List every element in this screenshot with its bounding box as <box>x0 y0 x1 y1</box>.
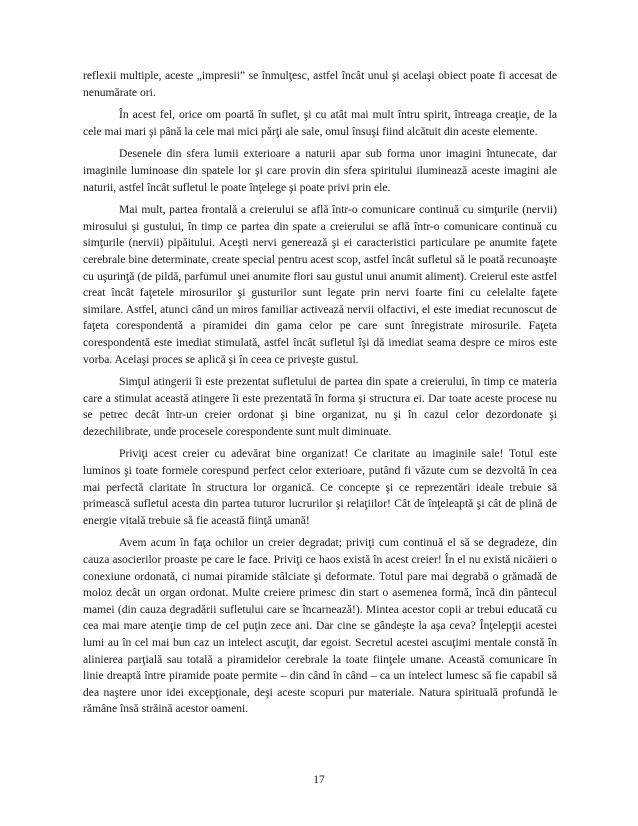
body-text <box>83 68 557 724</box>
paragraph: Desenele din sfera lumii exterioare a naturii apar sub forma unor imagini întunecate, dar imaginile luminoase din spatele lor şi care provin din sfera spiritului iluminează aceste imagini ale naturii, astfel încât sufletul le poate înţelege şi poate privi prin ele. <box>83 147 557 194</box>
paragraph: Avem acum în faţa ochilor un creier degradat; priviţi cum continuă el să se degradeze, din cauza asocierilor proaste pe care le face. Priviţi ce haos există în acest creier! În el nu există nicăieri o conexiune ordonată, ci numai piramide stâlciate şi deformate. Totul pare mai degrabă o grămadă de moloz decât un organ ordonat. Multe creiere primesc din start o asemenea formă, încă din pântecul mamei (din cauza degradării sufletului care se încarnează!). Mintea acestor copii ar trebui educată cu cea mai mare atenţie timp de cel puţin zece ani. Dar cine se gândeşte la aşa ceva? Înţelepţii acestei lumi au în cel mai bun caz un intelect ascuţit, dar egoist. Secretul acestei ascuţimi mentale constă în alinierea parţială sau totală a piramidelor cerebrale la toate fiinţele umane. Această comunicare în linie dreaptă între piramide poate permite – din când în când – ca un intelect lumesc să fie capabil să dea naştere unor idei excepţionale, deşi aceste scopuri pur materiale. Natura spirituală profundă le rămâne însă străină acestor oameni. <box>83 536 557 716</box>
paragraph-continuation: reflexii multiple, aceste „impresii” se înmulţesc, astfel încât unul şi acelaşi obiect poate fi accesat de nenumărate ori. <box>83 69 557 99</box>
paragraph: Simţul atingerii îi este prezentat sufletului de partea din spate a creierului, în timp ce materia care a stimulat această atingere îi este prezentată în forma şi structura ei. Dar toate aceste procese nu se petrec decât într-un creier ordonat şi bine organizat, nu şi în cazul celor dezordonate şi dezechilibrate, unde procesele corespondente sunt mult diminuate. <box>83 375 557 438</box>
paragraph: Priviţi acest creier cu adevărat bine organizat! Ce claritate au imaginile sale! Totul este luminos şi toate formele corespund perfect celor exterioare, putând fi văzute cum se dezvoltă în cea mai perfectă claritate în structura lor organică. Ce concepte şi ce reprezentări ideale trebuie să primească sufletul acesta din partea tuturor lucrurilor şi relaţiilor! Cât de înţeleaptă şi cât de plină de energie vitală trebuie să fie această fiinţă umană! <box>83 447 557 527</box>
paragraph: Mai mult, partea frontală a creierului se află într-o comunicare continuă cu simţurile (nervii) mirosului şi gustului, în timp ce partea din spate a creierului se află într-o comunicare continuă cu simţurile (nervii) pipăitului. Aceşti nervi generează şi ei caracteristici particulare pe anumite faţete cerebrale bine determinate, create special pentru acest scop, astfel încât sufletul să le poată recunoaşte cu uşurinţă (de pildă, parfumul unei anumite flori sau gustul unui anumit aliment). Creierul este astfel creat încât faţetele mirosurilor şi gusturilor sunt legate prin nervi foarte fini cu celelalte faţete similare. Astfel, atunci când un miros familiar activează nervii olfactivi, el este imediat recunoscut de faţeta corespondentă a piramidei din gama celor pe care sunt înregistrate mirosurile. Faţeta corespondentă este imediat stimulată, astfel încât sufletul îşi dă imediat seama despre ce miros este vorba. Acelaşi proces se aplică şi în ceea ce priveşte gustul. <box>83 203 557 366</box>
paragraph: În acest fel, orice om poartă în suflet, şi cu atât mai mult întru spirit, întreaga creaţie, de la cele mai mari şi până la cele mai mici părţi ale sale, omul însuşi fiind alcătuit din aceste elemente. <box>83 108 557 138</box>
page-number: 17 <box>313 774 325 786</box>
